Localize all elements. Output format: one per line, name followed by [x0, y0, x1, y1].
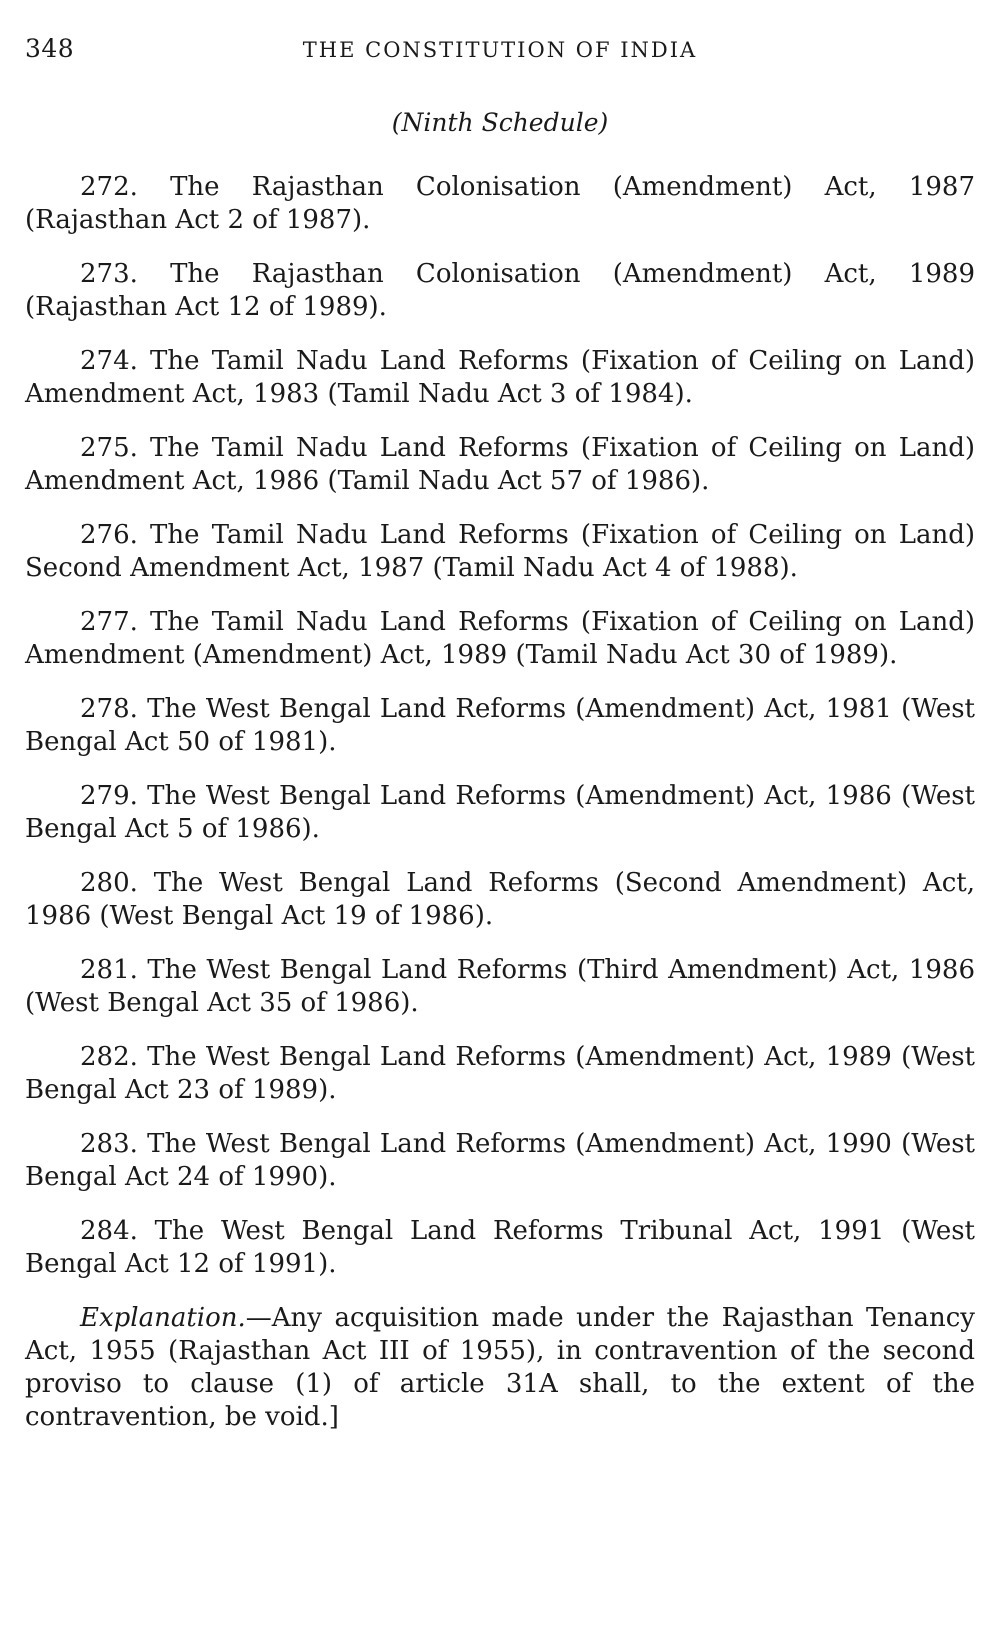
schedule-entry-278: 278. The West Bengal Land Reforms (Amendment) Act, 1981 (West Bengal Act 50 of 1981). [25, 694, 975, 757]
page-number: 348 [25, 34, 75, 63]
schedule-entry-282: 282. The West Bengal Land Reforms (Amendment) Act, 1989 (West Bengal Act 23 of 1989). [25, 1042, 975, 1105]
schedule-entries [25, 171, 975, 1434]
schedule-entry-280: 280. The West Bengal Land Reforms (Second Amendment) Act, 1986 (West Bengal Act 19 of 1986). [25, 868, 975, 931]
schedule-entry-276: 276. The Tamil Nadu Land Reforms (Fixation of Ceiling on Land) Second Amendment Act, 1987 (Tamil Nadu Act 4 of 1988). [25, 520, 975, 583]
explanation-label: Explanation. [80, 1303, 246, 1333]
schedule-entry-277: 277. The Tamil Nadu Land Reforms (Fixation of Ceiling on Land) Amendment (Amendment) Act, 1989 (Tamil Nadu Act 30 of 1989). [25, 607, 975, 670]
explanation-paragraph [25, 1302, 975, 1434]
schedule-entry-272: 272. The Rajasthan Colonisation (Amendment) Act, 1987 (Rajasthan Act 2 of 1987). [25, 172, 975, 235]
schedule-entry-279: 279. The West Bengal Land Reforms (Amendment) Act, 1986 (West Bengal Act 5 of 1986). [25, 781, 975, 844]
running-header: THE CONSTITUTION OF INDIA [302, 38, 698, 62]
schedule-entry-275: 275. The Tamil Nadu Land Reforms (Fixation of Ceiling on Land) Amendment Act, 1986 (Tamil Nadu Act 57 of 1986). [25, 433, 975, 496]
schedule-entry-284: 284. The West Bengal Land Reforms Tribunal Act, 1991 (West Bengal Act 12 of 1991). [25, 1216, 975, 1279]
schedule-entry-273: 273. The Rajasthan Colonisation (Amendment) Act, 1989 (Rajasthan Act 12 of 1989). [25, 259, 975, 322]
schedule-entry-283: 283. The West Bengal Land Reforms (Amendment) Act, 1990 (West Bengal Act 24 of 1990). [25, 1129, 975, 1192]
explanation-text: —Any acquisition made under the Rajasthan Tenancy Act, 1955 (Rajasthan Act III of 1955), in contravention of the second proviso to clause (1) of article 31A shall, to the extent of the contravention, be void.] [25, 1303, 975, 1432]
schedule-entry-281: 281. The West Bengal Land Reforms (Third Amendment) Act, 1986 (West Bengal Act 35 of 1986). [25, 955, 975, 1018]
section-title: (Ninth Schedule) [391, 108, 609, 137]
schedule-entry-274: 274. The Tamil Nadu Land Reforms (Fixation of Ceiling on Land) Amendment Act, 1983 (Tamil Nadu Act 3 of 1984). [25, 346, 975, 409]
